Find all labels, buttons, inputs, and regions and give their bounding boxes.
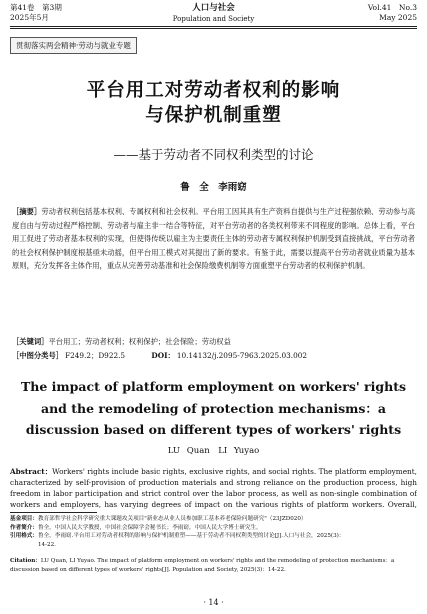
title-cn-line2: 与保护机制重塑 (145, 105, 282, 126)
fund-label: 基金项目： (10, 516, 38, 522)
doi-value: 10.14132/j.2095-7963.2025.03.002 (176, 351, 308, 360)
header-right (368, 3, 417, 23)
title-cn-line1: 平台用工对劳动者权利的影响 (86, 80, 341, 101)
header-volume-cn: 第41卷 第3期 (10, 3, 62, 12)
subtitle-cn: ——基于劳动者不同权利类型的讨论 (113, 147, 314, 162)
title-en: The impact of platform employment on workers' rights and the remodeling of protection mechanisms：a discussion based on different types of workers' rights (20, 379, 407, 437)
fund-text: 教育部哲学社会科学研究重大课题攻关项目"新业态从业人员参加职工基本养老保险问题研究"（23JZD020） (37, 516, 307, 522)
column-tag: 贯彻落实两会精神·劳动与就业专题 (10, 37, 137, 54)
citation-en (10, 557, 417, 574)
page-number: · 14 · (203, 598, 224, 607)
authors-cn: 鲁 全 李雨窈 (180, 182, 247, 193)
abstract-en-text: Workers' rights include basic rights, exclusive rights, and social rights. The platform employment, characterized by self-provision of production materials and strong reliance on the production process, high freedom in labor participation and strict control over the labor process, as well as non-single combination of workers and employers, has varying degrees of impact on the various rights of platform workers. Overall, (10, 467, 417, 509)
doi-label: DOI： (151, 351, 175, 360)
keywords-cn-text: 平台用工；劳动者权利；权利保护；社会保险；劳动权益 (48, 337, 231, 346)
cite-pages: 14-22. (38, 541, 56, 548)
running-header (10, 3, 417, 25)
footnotes (10, 515, 417, 549)
cite-text: 鲁全，李雨窈.平台用工对劳动者权利的影响与保护机制重塑——基于劳动者不同权利类型的讨论[J].人口与社会，2025(3)： (37, 533, 345, 540)
abstract-cn-label: ［摘要］ (12, 207, 42, 216)
bio-text: 鲁全，中国人民大学教授，中国社会保障学会秘书长；李雨窈，中国人民大学博士研究生。 (37, 524, 262, 531)
citation-en-text: LU Quan, LI Yuyao. The impact of platform employment on workers' rights and the remodeling of protection mechanisms：a discussion based on different types of workers' rights[J]. Population and Society, 2025(3)：14-22. (10, 558, 395, 573)
authors-en: LU Quan LI Yuyao (167, 446, 260, 456)
header-volume-en: Vol.41 No.3 (367, 3, 417, 12)
cite-note (10, 532, 417, 541)
citation-en-label: Citation： (10, 558, 41, 564)
classification-line (12, 350, 415, 361)
header-date-cn: 2025年5月 (10, 13, 49, 22)
abstract-en-label: Abstract： (10, 467, 53, 476)
clc-label: ［中图分类号］ (12, 351, 64, 360)
journal-name-cn: 人口与社会 (192, 3, 235, 13)
header-date-en: May 2025 (379, 13, 417, 22)
fund-note (10, 515, 417, 524)
header-rule (10, 26, 417, 27)
abstract-cn (12, 205, 415, 273)
abstract-cn-text: 劳动者权利包括基本权利、专属权利和社会权利。平台用工因其具有生产资料自提供与生产过程强依赖、劳动参与高度自由与劳动过程严格控制、劳动者与雇主非一结合等特征，对平台劳动者的各类权利带来不同程度的影响。总体上看，平台用工促进了劳动者基本权利的实现，但使得传统以雇主为主要责任主体的劳动者专属权利保护机制受到直接挑战，平台劳动者的社会权利保护制度根基亟未动摇，但平台用工模式对其提出了新的要求。有鉴于此，需要以提高平台劳动者就业质量为基本原则，充分发挥各主体作用，重点从完善劳动基准和社会保险缴费机制等方面重塑平台劳动者的权利保护机制。 (12, 207, 415, 270)
bio-label: 作者简介： (10, 524, 38, 531)
keywords-cn-label: ［关键词］ (12, 337, 49, 346)
abstract-en (10, 466, 417, 510)
clc-value: F249.2；D922.5 (65, 351, 126, 360)
cite-label: 引用格式： (10, 533, 38, 540)
header-rule-thin (10, 28, 417, 29)
journal-name-en: Population and Society (172, 15, 255, 23)
keywords-cn (12, 336, 415, 347)
footnote-rule (10, 512, 97, 513)
bio-note (10, 524, 417, 533)
